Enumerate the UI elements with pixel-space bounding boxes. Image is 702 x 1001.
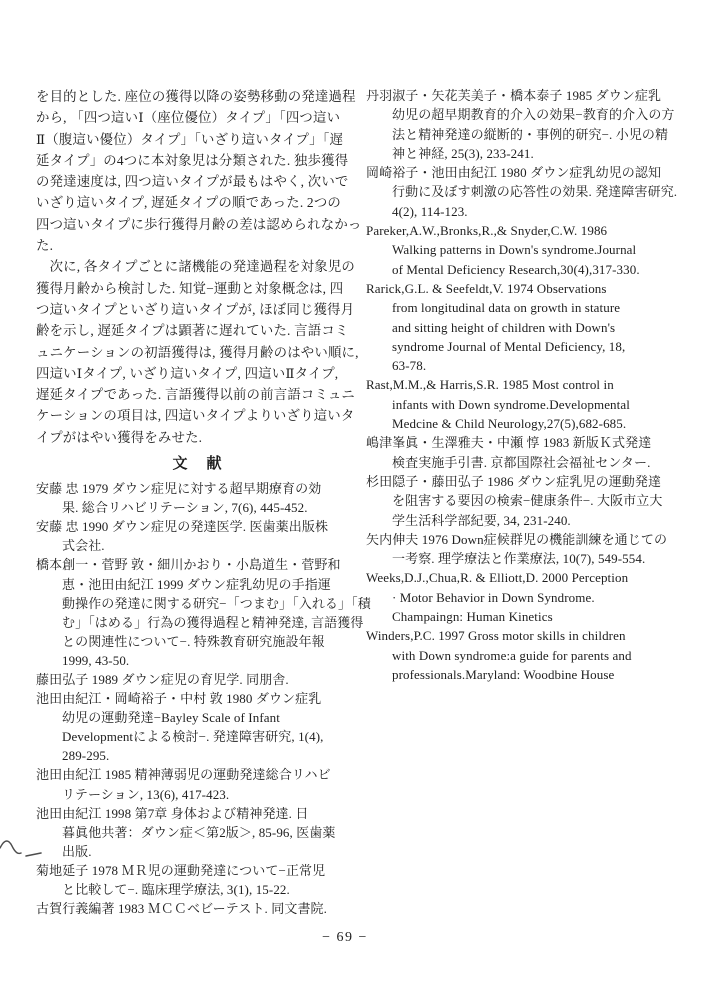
reference-entry-line: Rast,M.M.,& Harris,S.R. 1985 Most control in <box>366 377 614 393</box>
references-list-left <box>36 479 371 918</box>
reference-entry-line: Champaingn: Human Kinetics <box>392 609 553 625</box>
reference-entry-line: 幼児の運動発達−Bayley Scale of Infant <box>62 710 280 726</box>
reference-entry-line: 岡崎裕子・池田由紀江 1980 ダウン症乳幼児の認知 <box>366 165 662 181</box>
reference-entry-line: infants with Down syndrome.Developmental <box>392 396 630 412</box>
paragraph-line: 四つ這いタイプに歩行獲得月齢の差は認められなかっ <box>36 216 362 232</box>
reference-entry-line: 藤田弘子 1989 ダウン症児の育児学. 同朋舎. <box>36 671 289 687</box>
reference-entry <box>36 555 371 670</box>
reference-entry-line: 矢内伸夫 1976 Down症候群児の機能訓練を通じての <box>366 531 668 547</box>
references-heading: 文 献 <box>172 456 224 473</box>
reference-entry-line: 式会社. <box>62 538 105 554</box>
paragraph-line: から, 「四つ這いⅠ（座位優位）タイプ」「四つ這い <box>36 110 341 126</box>
reference-entry-line: 63-78. <box>392 358 427 374</box>
reference-entry-line: 出版. <box>62 843 92 859</box>
reference-entry-line: を阻害する要因の検索−健康条件−. 大阪市立大 <box>392 493 663 509</box>
reference-entry-line: · Motor Behavior in Down Syndrome. <box>392 589 595 605</box>
paragraph-line: いざり這いタイプ, 遅延タイプの順であった. 2つの <box>36 195 342 211</box>
reference-entry-line: 丹羽淑子・矢花芙美子・橋本泰子 1985 ダウン症乳 <box>366 88 662 103</box>
reference-entry-line: 学生活科学部紀要, 34, 231-240. <box>392 512 571 528</box>
reference-entry <box>366 433 690 472</box>
left-column <box>36 86 371 918</box>
reference-entry-line: Walking patterns in Down's syndrome.Journal <box>392 242 637 258</box>
reference-entry-line: syndrome Journal of Mental Deficiency, 18, <box>392 338 626 354</box>
reference-entry-line: 杉田隠子・藤田弘子 1986 ダウン症乳児の運動発達 <box>366 473 662 489</box>
paragraph-line: 遅延タイプであった. 言語獲得以前の前言語コミュニ <box>36 387 356 403</box>
references-list-right <box>366 86 690 684</box>
reference-entry <box>366 472 690 530</box>
reference-entry-line: と比較して−. 臨床理学療法, 3(1), 15-22. <box>62 882 290 898</box>
paragraph-line: 次に, 各タイプごとに諸機能の発達過程を対象児の <box>36 259 356 275</box>
reference-entry-line: 法と精神発達の縦断的・事例的研究−. 小児の精 <box>392 126 669 142</box>
reference-entry-line: との関連性について−. 特殊教育研究施設年報 <box>62 633 325 649</box>
paragraph-line: の発達速度は, 四つ這いタイプが最もはやく, 次いで <box>36 174 349 190</box>
reference-entry-line: Medcine & Child Neurology,27(5),682-685. <box>392 416 627 432</box>
reference-entry <box>36 517 360 555</box>
reference-entry-line: 暮眞他共著：ダウン症＜第2版＞, 85-96, 医歯薬 <box>62 824 336 840</box>
reference-entry-line: from longitudinal data on growth in stature <box>392 300 621 316</box>
reference-entry-line: 池田由紀江・岡崎裕子・中村 敦 1980 ダウン症乳 <box>36 691 322 707</box>
paragraph-line: 四這いⅠタイプ, いざり這いタイプ, 四這いⅡタイプ, <box>36 365 339 381</box>
reference-entry-line: 嶋津峯眞・生澤雅夫・中瀬 惇 1983 新版Ｋ式発達 <box>366 435 652 451</box>
paragraph-line: つ這いタイプといざり這いタイプが, ほぼ同じ獲得月 <box>36 301 355 317</box>
paragraph-line: イプがはやい獲得をみせた. <box>36 429 203 445</box>
right-column <box>366 86 690 684</box>
reference-entry <box>366 568 690 626</box>
reference-entry-line: and sitting height of children with Down's <box>392 319 616 335</box>
paragraph <box>36 256 360 448</box>
reference-entry-line: Winders,P.C. 1997 Gross motor skills in children <box>366 628 626 644</box>
reference-entry-line: 行動に及ぼす刺激の応答性の効果. 発達障害研究. <box>392 184 678 200</box>
reference-entry-line: 安藤 忠 1979 ダウン症児に対する超早期療育の効 <box>36 481 322 497</box>
paragraph-line: ケーションの項目は, 四這いタイプよりいざり這いタ <box>36 408 355 424</box>
reference-entry-line: む」「はめる」行為の獲得過程と精神発達, 言語獲得 <box>62 614 364 630</box>
reference-entry <box>366 221 690 279</box>
body-text <box>36 86 360 448</box>
reference-entry <box>36 861 360 899</box>
reference-entry <box>36 670 360 689</box>
reference-entry-line: 神と神経, 25(3), 233-241. <box>392 145 534 161</box>
reference-entry <box>36 804 360 861</box>
reference-entry <box>36 689 360 765</box>
paragraph <box>36 86 360 256</box>
reference-entry-line: 安藤 忠 1990 ダウン症児の発達医学. 医歯薬出版株 <box>36 519 329 535</box>
reference-entry <box>366 530 690 569</box>
reference-entry <box>36 899 360 918</box>
paragraph-line: Ⅱ（腹這い優位）タイプ」「いざり這いタイプ」「遅 <box>36 131 344 147</box>
reference-entry-line: 一考察. 理学療法と作業療法, 10(7), 549-554. <box>392 551 646 567</box>
reference-entry-line: 289-295. <box>62 748 110 764</box>
reference-entry <box>36 765 360 803</box>
reference-entry <box>366 626 690 684</box>
reference-entry-line: 1999, 43-50. <box>62 652 130 668</box>
reference-entry-line: 4(2), 114-123. <box>392 203 468 219</box>
reference-entry <box>366 375 690 433</box>
reference-entry-line: Rarick,G.L. & Seefeldt,V. 1974 Observations <box>366 280 607 296</box>
reference-entry-line: 菊地延子 1978 ＭＲ児の運動発達について−正常児 <box>36 862 326 878</box>
page-number: − 69 − <box>322 930 368 945</box>
reference-entry-line: of Mental Deficiency Research,30(4),317-330. <box>392 261 640 277</box>
reference-entry-line: 果. 総合リハビリテーション, 7(6), 445-452. <box>62 500 308 516</box>
paragraph-line: 齢を示し, 遅延タイプは顕著に遅れていた. 言語コミ <box>36 323 349 339</box>
paragraph-line: ュニケーションの初語獲得は, 獲得月齢のはやい順に, <box>36 344 359 360</box>
reference-entry-line: 古賀行義編著 1983 ＭＣＣベビーテスト. 同文書院. <box>36 901 328 917</box>
reference-entry-line: 恵・池田由紀江 1999 ダウン症乳幼児の手指運 <box>62 576 331 592</box>
reference-entry-line: professionals.Maryland: Woodbine House <box>392 666 615 682</box>
reference-entry-line: 検査実施手引書. 京都国際社会福祉センター. <box>392 454 651 470</box>
reference-entry <box>366 86 690 163</box>
reference-entry <box>366 279 690 375</box>
reference-entry-line: Weeks,D.J.,Chua,R. & Elliott,D. 2000 Perception <box>366 570 629 586</box>
reference-entry-line: 橋本創一・菅野 敦・細川かおり・小島道生・菅野和 <box>36 557 341 573</box>
reference-entry-line: Pareker,A.W.,Bronks,R.,& Snyder,C.W. 1986 <box>366 223 608 239</box>
reference-entry <box>36 479 360 517</box>
paragraph-line: を目的とした. 座位の獲得以降の姿勢移動の発達過程 <box>36 89 356 104</box>
paragraph-line: 獲得月齢から検討した. 知覚−運動と対象概念は, 四 <box>36 280 344 296</box>
reference-entry-line: 幼児の超早期教育的介入の効果−教育的介入の方 <box>392 107 675 123</box>
reference-entry-line: Developmentによる検討−. 発達障害研究, 1(4), <box>62 729 324 745</box>
reference-entry-line: 動操作の発達に関する研究−「つまむ」「入れる」「積 <box>62 595 371 611</box>
reference-entry-line: リテーション, 13(6), 417-423. <box>62 786 230 802</box>
reference-entry-line: with Down syndrome:a guide for parents and <box>392 647 632 663</box>
reference-entry-line: 池田由紀江 1985 精神薄弱児の運動発達総合リハビ <box>36 767 331 783</box>
paragraph-line: 延タイプ」の4つに本対象児は分類された. 独歩獲得 <box>36 152 349 168</box>
reference-entry-line: 池田由紀江 1998 第7章 身体および精神発達. 日 <box>36 805 309 821</box>
reference-entry <box>366 163 690 221</box>
paragraph-line: た. <box>36 238 54 254</box>
handwritten-pen-mark-icon <box>0 834 46 872</box>
